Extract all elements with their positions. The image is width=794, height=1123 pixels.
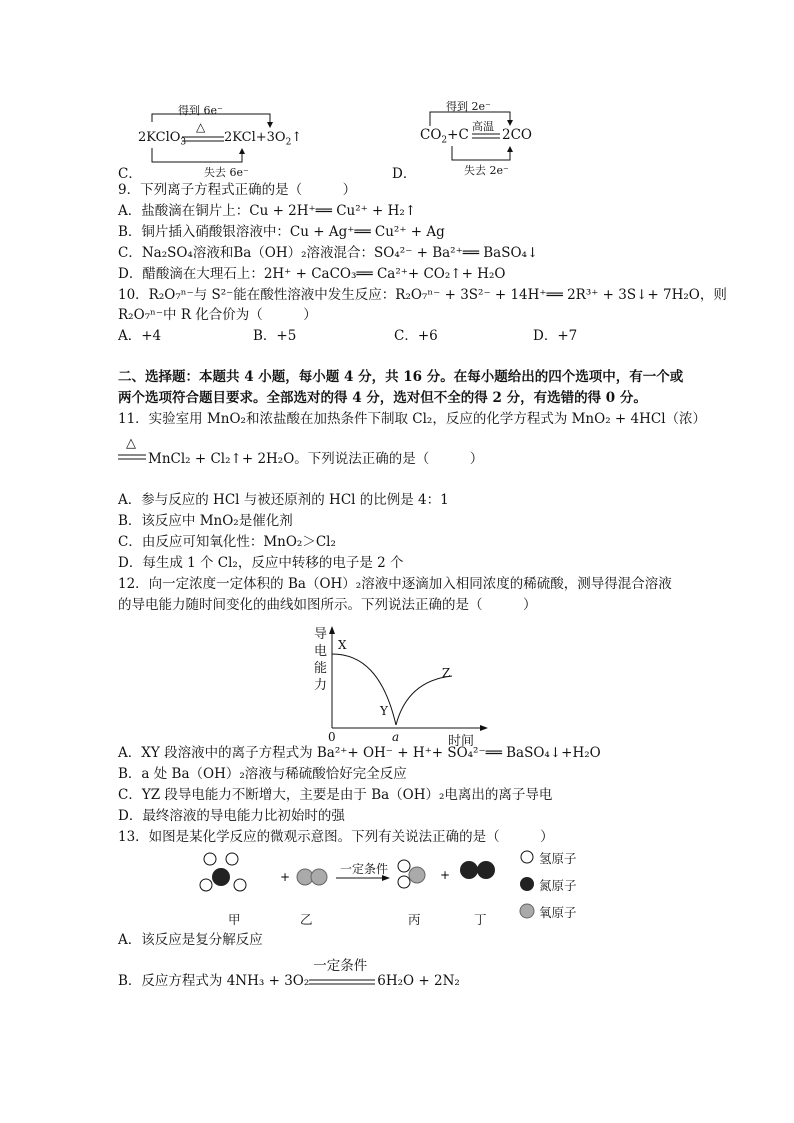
option-label: D．: [392, 166, 417, 182]
q13-option-b: [118, 958, 460, 990]
q11-option-a: A．参与反应的 HCl 与被还原剂的 HCl 的比例是 4：1: [118, 492, 449, 508]
point-a-label: a: [392, 730, 400, 744]
option-b-prefix: B．反应方程式为 4NH₃ + 3O₂: [118, 973, 310, 989]
q9-option-d: D．醋酸滴在大理石上：2H⁺ + CaCO₃══ Ca²⁺+ CO₂↑+ H₂O: [118, 266, 506, 282]
q10-option-b: B．+5: [253, 328, 297, 344]
q11-option-c: C．由反应可知氧化性：MnO₂＞Cl₂: [118, 534, 336, 550]
molecule-diagram-svg: [196, 848, 596, 928]
q9-option-a: A．盐酸滴在铜片上：Cu + 2H⁺══ Cu²⁺ + H₂↑: [118, 203, 417, 219]
q10-option-a: A．+4: [118, 328, 162, 344]
reactant-formula: $CO_2+C$: [420, 127, 469, 146]
q12-option-a: A．XY 段溶液中的离子方程式为 Ba²⁺+ OH⁻ + H⁺+ SO₄²⁻══ BaSO₄↓+H₂O: [118, 745, 601, 761]
reaction-condition: 高温: [472, 120, 494, 133]
svg-text:+: +: [280, 870, 291, 884]
molecule-reaction-diagram: [196, 848, 596, 928]
q12-option-b: B．a 处 Ba（OH）₂溶液与稀硫酸恰好完全反应: [118, 766, 407, 782]
product-formula: $2KCl+3O_2↑$: [224, 130, 303, 148]
section-heading: 二、选择题：本题共 4 小题，每小题 4 分，共 16 分。在每小题给出的四个选项中，有一个或: [118, 369, 684, 385]
q11-stem-cont: MnCl₂ + Cl₂↑+ 2H₂O。下列说法正确的是（ ）: [148, 451, 484, 467]
reaction-condition: △: [196, 120, 206, 134]
lose-electrons-label: 失去 2e⁻: [464, 164, 509, 177]
molecule-label-ding: 丁: [474, 912, 487, 927]
q12-option-c: C．YZ 段导电能力不断增大，主要是由于 Ba（OH）₂电离出的离子导电: [118, 787, 553, 803]
q9-option-c: C．Na₂SO₄溶液和Ba（OH）₂溶液混合：SO₄²⁻ + Ba²⁺══ BaSO₄↓: [118, 245, 539, 261]
point-y-label: Y: [380, 704, 388, 718]
point-x-label: X: [338, 638, 347, 652]
legend-oxygen: 氧原子: [539, 905, 577, 920]
q12-option-d: D．最终溶液的导电能力比初始时的强: [118, 808, 345, 824]
q10-stem-cont: R₂O₇ⁿ⁻中 R 化合价为（ ）: [118, 307, 317, 323]
figure-option-d: [392, 96, 542, 180]
q9-stem: 9．下列离子方程式正确的是（ ）: [118, 182, 357, 198]
q11-stem: 11．实验室用 MnO₂和浓盐酸在加热条件下制取 Cl₂，反应的化学方程式为 MnO₂ + 4HCl（浓）: [118, 411, 707, 427]
y-axis-label: 导 电 能 力: [314, 627, 328, 693]
origin-label: 0: [328, 730, 336, 744]
q11-option-d: D．每生成 1 个 Cl₂，反应中转移的电子是 2 个: [118, 555, 404, 571]
q11-option-b: B．该反应中 MnO₂是催化剂: [118, 513, 293, 529]
gain-electrons-label: 得到 2e⁻: [446, 100, 491, 113]
lose-electrons-label: 失去 6e⁻: [204, 166, 249, 179]
molecule-label-bing: 丙: [408, 912, 421, 927]
q10-option-d: D．+7: [533, 328, 578, 344]
legend-hydrogen: 氢原子: [539, 851, 577, 866]
reactant-formula: 2KClO$_3$: [138, 130, 187, 148]
condition-equals-sign: [309, 958, 377, 990]
reaction-condition: 一定条件: [340, 862, 389, 876]
x-axis-label: 时间: [448, 734, 475, 749]
gain-electrons-label: 得到 6e⁻: [178, 104, 223, 117]
product-formula: 2CO: [502, 127, 532, 143]
equation-condition: 一定条件: [313, 958, 368, 974]
conductivity-graph: [312, 624, 492, 749]
point-z-label: Z: [442, 666, 451, 680]
svg-text:+: +: [440, 868, 451, 882]
q10-stem: 10．R₂O₇ⁿ⁻与 S²⁻能在酸性溶液中发生反应：R₂O₇ⁿ⁻ + 3S²⁻ + 14H⁺══ 2R³⁺ + 3S↓+ 7H₂O，则: [118, 287, 727, 303]
figure-option-c: [112, 100, 312, 180]
molecule-label-jia: 甲: [228, 912, 241, 927]
heating-condition: △: [126, 436, 136, 451]
option-b-suffix: 6H₂O + 2N₂: [377, 973, 460, 989]
q13-stem: 13．如图是某化学反应的微观示意图。下列有关说法正确的是（ ）: [118, 829, 554, 845]
q12-stem-cont: 的导电能力随时间变化的曲线如图所示。下列说法正确的是（ ）: [118, 597, 537, 613]
section-heading-cont: 两个选项符合题目要求。全部选对的得 4 分，选对但不全的得 2 分，有选错的得 0 分。: [118, 390, 647, 406]
heating-equals-sign: [118, 436, 148, 464]
option-label: C．: [118, 166, 142, 182]
q13-option-a: A．该反应是复分解反应: [118, 932, 263, 948]
q10-option-c: C．+6: [394, 328, 438, 344]
q9-option-b: B．铜片插入硝酸银溶液中：Cu + Ag⁺══ Cu²⁺ + Ag: [118, 224, 445, 240]
molecule-label-yi: 乙: [300, 912, 313, 927]
legend-nitrogen: 氮原子: [539, 878, 577, 893]
q12-stem: 12．向一定浓度一定体积的 Ba（OH）₂溶液中逐滴加入相同浓度的稀硫酸，测导得混合溶液: [118, 576, 672, 592]
